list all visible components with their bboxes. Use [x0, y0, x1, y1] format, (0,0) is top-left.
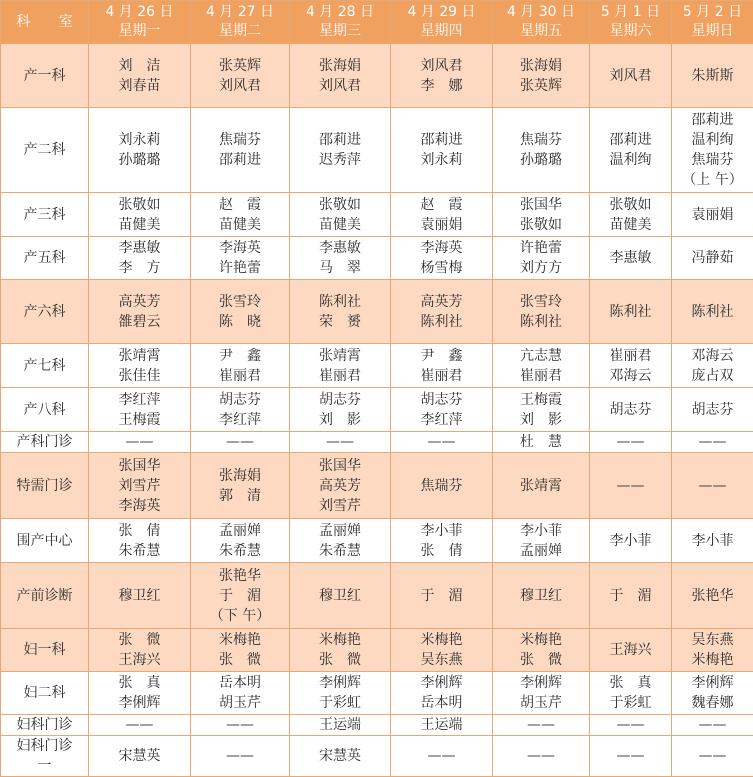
duty-cell: 高英芳 陈利社	[391, 280, 493, 344]
table-row	[1, 519, 753, 563]
duty-cell: 李惠敏	[590, 237, 672, 280]
duty-cell: 李俐辉 于彩虹	[290, 672, 391, 715]
duty-cell: 穆卫红	[89, 563, 191, 629]
table-row	[1, 193, 753, 237]
duty-cell: 尹 鑫 崔丽君	[191, 344, 290, 388]
dept-cell: 围产中心	[1, 519, 89, 563]
duty-cell: 胡志芬	[672, 388, 753, 432]
duty-cell: 焦瑞芬	[391, 453, 493, 519]
duty-cell: 米梅艳 张 微	[290, 629, 391, 672]
duty-cell: 张雪玲 陈利社	[493, 280, 590, 344]
duty-cell: 张国华 张敬如	[493, 193, 590, 237]
duty-cell: ——	[290, 432, 391, 453]
duty-cell: 李惠敏 李 方	[89, 237, 191, 280]
duty-cell: 张国华 高英芳 刘雪芹	[290, 453, 391, 519]
duty-cell: 焦瑞芬 邵莉进	[191, 108, 290, 193]
duty-cell: 李俐辉 魏春娜	[672, 672, 753, 715]
day-header-5	[493, 1, 590, 44]
dept-cell: 产一科	[1, 44, 89, 108]
duty-cell: ——	[590, 432, 672, 453]
duty-cell: ——	[191, 432, 290, 453]
duty-cell: 王海兴	[590, 629, 672, 672]
day-weekday: 星期三	[319, 23, 361, 39]
duty-cell: 张靖霄 张佳佳	[89, 344, 191, 388]
duty-cell: ——	[672, 715, 753, 736]
duty-cell: 李红萍 王梅霞	[89, 388, 191, 432]
duty-cell: 张靖霄 崔丽君	[290, 344, 391, 388]
duty-cell: 陈利社 荣 赟	[290, 280, 391, 344]
duty-cell: 陈利社	[672, 280, 753, 344]
duty-cell: 李小菲 张 倩	[391, 519, 493, 563]
duty-cell: 李海英 杨雪梅	[391, 237, 493, 280]
duty-cell: ——	[391, 736, 493, 777]
duty-cell: 米梅艳 张 微	[493, 629, 590, 672]
day-date: 4 月 28 日	[306, 4, 374, 20]
duty-cell: 陈利社	[590, 280, 672, 344]
duty-cell: 刘风君	[590, 44, 672, 108]
day-date: 4 月 29 日	[407, 4, 475, 20]
dept-cell: 产科门诊	[1, 432, 89, 453]
duty-cell: 张 倩 朱希慧	[89, 519, 191, 563]
duty-cell: ——	[590, 453, 672, 519]
duty-cell: 刘风君 李 娜	[391, 44, 493, 108]
duty-cell: 张 微 王海兴	[89, 629, 191, 672]
dept-column-header: 科 室	[1, 1, 89, 44]
duty-cell: 孟丽婵 朱希慧	[191, 519, 290, 563]
dept-cell: 产前诊断	[1, 563, 89, 629]
day-weekday: 星期二	[219, 23, 261, 39]
duty-cell: 高英芳 雒碧云	[89, 280, 191, 344]
duty-cell: 胡志芬	[590, 388, 672, 432]
schedule-body	[1, 44, 753, 777]
day-weekday: 星期日	[692, 23, 734, 39]
duty-cell: 王运端	[290, 715, 391, 736]
duty-cell: 米梅艳 吴东燕	[391, 629, 493, 672]
duty-cell: 李惠敏 马 翠	[290, 237, 391, 280]
duty-cell: ——	[493, 715, 590, 736]
duty-cell: 宋慧英	[290, 736, 391, 777]
duty-cell: 邵莉进 迟秀萍	[290, 108, 391, 193]
day-date: 4 月 26 日	[105, 4, 173, 20]
duty-cell: 赵 霞 袁丽娟	[391, 193, 493, 237]
duty-cell: 张艳华	[672, 563, 753, 629]
duty-cell: ——	[391, 432, 493, 453]
duty-cell: ——	[89, 715, 191, 736]
day-weekday: 星期六	[610, 23, 652, 39]
duty-cell: 李俐辉 岳本明	[391, 672, 493, 715]
duty-cell: 米梅艳 张 微	[191, 629, 290, 672]
duty-cell: 张靖霄	[493, 453, 590, 519]
duty-cell: 张 真 于彩虹	[590, 672, 672, 715]
table-row	[1, 453, 753, 519]
duty-cell: 张海娟 张英辉	[493, 44, 590, 108]
duty-cell: ——	[493, 736, 590, 777]
duty-cell: 穆卫红	[493, 563, 590, 629]
day-header-2	[191, 1, 290, 44]
duty-cell: ——	[672, 453, 753, 519]
duty-cell: 邵莉进 刘永莉	[391, 108, 493, 193]
dept-cell: 产三科	[1, 193, 89, 237]
dept-cell: 妇二科	[1, 672, 89, 715]
day-header-6	[590, 1, 672, 44]
duty-cell: ——	[191, 715, 290, 736]
day-date: 5 月 2 日	[683, 4, 742, 20]
dept-cell: 产八科	[1, 388, 89, 432]
dept-cell: 产七科	[1, 344, 89, 388]
day-date: 4 月 27 日	[206, 4, 274, 20]
dept-cell: 产五科	[1, 237, 89, 280]
duty-cell: 邵莉进 温利绚 焦瑞芬 （上 午）	[672, 108, 753, 193]
duty-cell: 吴东燕 米梅艳	[672, 629, 753, 672]
day-header-3	[290, 1, 391, 44]
day-header-1	[89, 1, 191, 44]
duty-cell: 胡志芬 李红萍	[191, 388, 290, 432]
duty-cell: 李小菲	[590, 519, 672, 563]
duty-cell: 李俐辉 胡玉芹	[493, 672, 590, 715]
duty-cell: 亢志慧 崔丽君	[493, 344, 590, 388]
duty-cell: ——	[590, 715, 672, 736]
duty-cell: 穆卫红	[290, 563, 391, 629]
table-row	[1, 108, 753, 193]
table-row	[1, 715, 753, 736]
duty-cell: 许艳蕾 刘方方	[493, 237, 590, 280]
day-date: 4 月 30 日	[507, 4, 575, 20]
duty-cell: 焦瑞芬 孙璐璐	[493, 108, 590, 193]
duty-cell: 刘永莉 孙璐璐	[89, 108, 191, 193]
day-weekday: 星期一	[119, 23, 161, 39]
duty-cell: 邵莉进 温利绚	[590, 108, 672, 193]
dept-cell: 产二科	[1, 108, 89, 193]
table-row	[1, 388, 753, 432]
duty-cell: 王运端	[391, 715, 493, 736]
duty-cell: 胡志芬 刘 影	[290, 388, 391, 432]
duty-cell: ——	[672, 432, 753, 453]
duty-cell: ——	[191, 736, 290, 777]
duty-cell: 杜 慧	[493, 432, 590, 453]
duty-cell: 刘 洁 刘春苗	[89, 44, 191, 108]
duty-cell: 张海娟 郭 清	[191, 453, 290, 519]
duty-cell: ——	[590, 736, 672, 777]
duty-cell: ——	[672, 736, 753, 777]
day-weekday: 星期四	[421, 23, 463, 39]
dept-cell: 妇科门诊 一	[1, 736, 89, 777]
dept-cell: 妇一科	[1, 629, 89, 672]
duty-cell: 张 真 李俐辉	[89, 672, 191, 715]
table-row	[1, 280, 753, 344]
table-row	[1, 672, 753, 715]
duty-cell: 崔丽君 邓海云	[590, 344, 672, 388]
table-row	[1, 736, 753, 777]
duty-cell: 邓海云 庞占双	[672, 344, 753, 388]
dept-cell: 妇科门诊	[1, 715, 89, 736]
table-row	[1, 237, 753, 280]
duty-cell: 张国华 刘雪芹 李海英	[89, 453, 191, 519]
duty-cell: 李小菲	[672, 519, 753, 563]
duty-cell: 张雪玲 陈 晓	[191, 280, 290, 344]
header-row	[1, 1, 753, 44]
dept-cell: 产六科	[1, 280, 89, 344]
table-row	[1, 563, 753, 629]
duty-cell: 冯静茹	[672, 237, 753, 280]
duty-cell: 孟丽婵 朱希慧	[290, 519, 391, 563]
duty-cell: 张海娟 刘风君	[290, 44, 391, 108]
day-weekday: 星期五	[520, 23, 562, 39]
day-header-7	[672, 1, 753, 44]
duty-cell: 尹 鑫 崔丽君	[391, 344, 493, 388]
table-row	[1, 432, 753, 453]
duty-cell: 张英辉 刘风君	[191, 44, 290, 108]
duty-cell: 于 湄	[391, 563, 493, 629]
duty-cell: ——	[89, 432, 191, 453]
duty-cell: 于 湄	[590, 563, 672, 629]
duty-cell: 宋慧英	[89, 736, 191, 777]
duty-cell: 张敬如 苗健美	[290, 193, 391, 237]
day-header-4	[391, 1, 493, 44]
table-row	[1, 44, 753, 108]
duty-cell: 袁丽娟	[672, 193, 753, 237]
duty-cell: 朱斯斯	[672, 44, 753, 108]
duty-cell: 张敬如 苗健美	[89, 193, 191, 237]
duty-cell: 王梅霞 刘 影	[493, 388, 590, 432]
dept-cell: 特需门诊	[1, 453, 89, 519]
duty-cell: 李海英 许艳蕾	[191, 237, 290, 280]
table-row	[1, 629, 753, 672]
duty-cell: 张敬如 苗健美	[590, 193, 672, 237]
duty-cell: 李小菲 孟丽婵	[493, 519, 590, 563]
duty-cell: 赵 霞 苗健美	[191, 193, 290, 237]
table-row	[1, 344, 753, 388]
duty-cell: 胡志芬 李红萍	[391, 388, 493, 432]
duty-cell: 张艳华 于 湄 （下 午）	[191, 563, 290, 629]
day-date: 5 月 1 日	[601, 4, 660, 20]
duty-cell: 岳本明 胡玉芹	[191, 672, 290, 715]
